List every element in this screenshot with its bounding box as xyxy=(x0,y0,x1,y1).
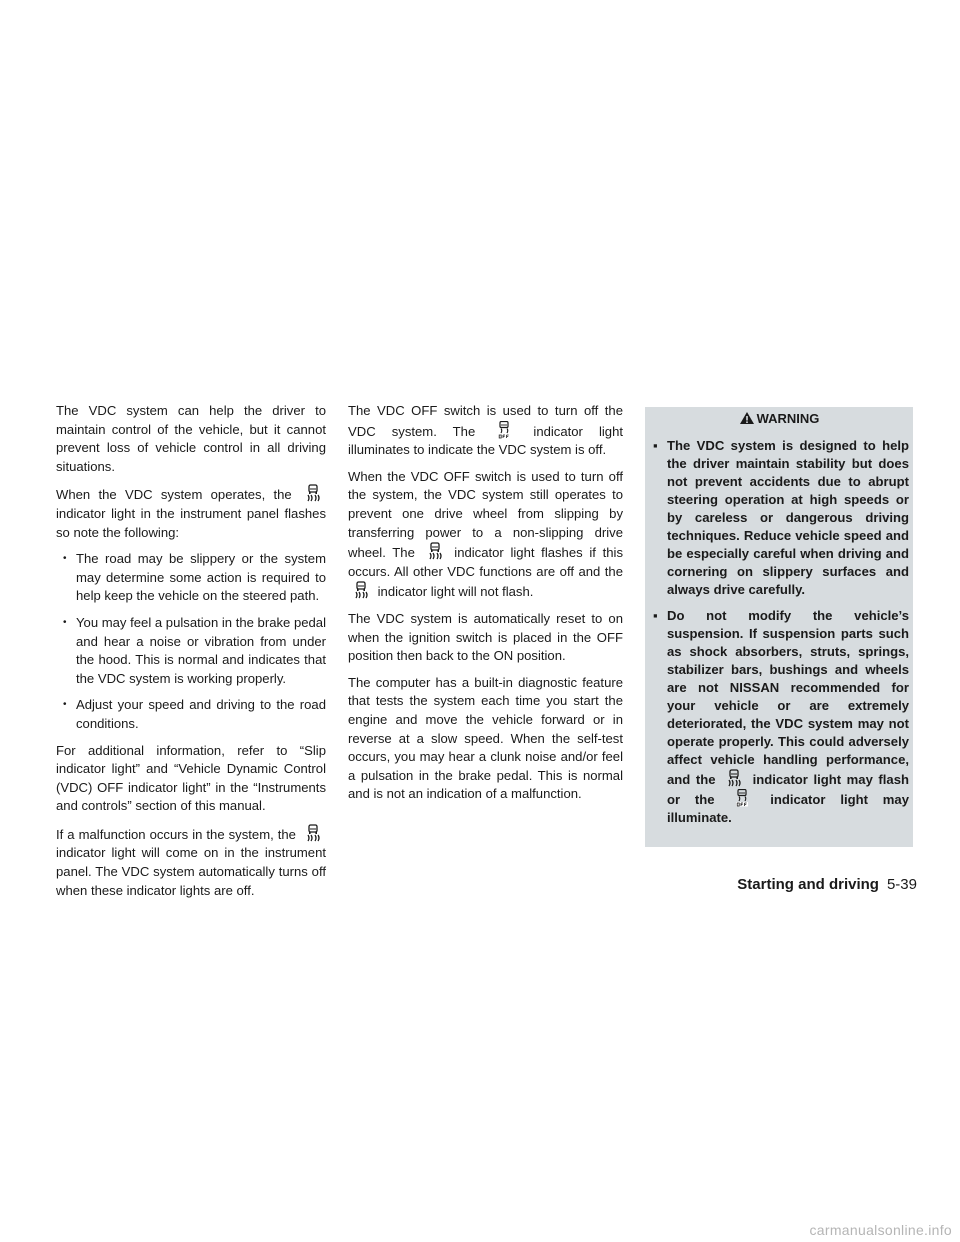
traction-text-b: indicator light flashes if this occurs. All other VDC functions are off and the xyxy=(348,545,623,579)
vdc-off-switch-paragraph xyxy=(348,402,623,460)
malfunction-text-b: indicator light will come on in the instrument panel. The VDC system automatically turns off when these indicator lights are off. xyxy=(56,845,326,898)
list-item: ▪ The VDC system is designed to help the driver maintain stability but does not prevent accidents due to abrupt steering operation at high speeds or by careless or dangerous driving techniques. Reduce vehicle speed and be especially careful when driving and cornering on slippery surfaces and always drive carefully. xyxy=(649,437,909,599)
list-item: • You may feel a pulsation in the brake pedal and hear a noise or vibration from under the hood. This is normal and indicates that the VDC system is working properly. xyxy=(56,614,326,688)
warning-column xyxy=(645,407,913,847)
slip-indicator-icon xyxy=(350,581,372,599)
warning-body xyxy=(649,433,909,827)
diagnostic-paragraph: The computer has a built-in diagnostic feature that tests the system each time you start the engine and move the vehicle forward or in reverse at a slow speed. When the self-test occurs, you may hear a clunk noise and/or feel a pulsation in the brake pedal. This is normal and is not an indication of a malfunction. xyxy=(348,674,623,802)
traction-text-a: When the VDC OFF switch is used to turn off the system, the VDC system still operates to prevent one drive wheel from slipping by transferring power to a non-slipping drive wheel. The xyxy=(348,468,623,561)
vdc-off-indicator-icon xyxy=(731,789,753,807)
section-title: Starting and driving xyxy=(737,876,879,893)
reference-paragraph: For additional information, refer to “Slip indicator light” and “Vehicle Dynamic Control (VDC) OFF indicator light” in the “Instruments and controls” section of this manual. xyxy=(56,742,326,814)
vdc-off-text-a: The VDC OFF switch is used to turn off the VDC system. The xyxy=(348,403,623,439)
middle-column xyxy=(348,402,623,812)
note-list xyxy=(56,550,326,733)
vdc-off-indicator-icon xyxy=(493,421,515,439)
warning-triangle-icon xyxy=(739,411,755,425)
slip-indicator-icon xyxy=(302,824,324,842)
watermark: carmanualsonline.info xyxy=(809,1222,952,1238)
traction-paragraph xyxy=(348,468,623,602)
left-column xyxy=(56,402,326,908)
warning-header xyxy=(649,407,909,433)
malfunction-text-a: If a malfunction occurs in the system, the xyxy=(56,826,296,842)
reset-paragraph: The VDC system is automatically reset to on when the ignition switch is placed in the OFF position then back to the ON position. xyxy=(348,610,623,664)
warning-list xyxy=(649,437,909,827)
list-item: • The road may be slippery or the system may determine some action is required to help keep the vehicle on the steered path. xyxy=(56,550,326,606)
warning-text-b: indicator light may flash or the xyxy=(667,771,909,807)
intro-paragraph: The VDC system can help the driver to maintain control of the vehicle, but it cannot prevent loss of vehicle control in all driving situations. xyxy=(56,403,326,474)
slip-indicator-icon xyxy=(302,484,324,502)
slip-indicator-icon xyxy=(723,769,745,787)
operation-text-b: indicator light in the instrument panel flashes so note the following: xyxy=(56,505,326,540)
warning-text-a: Do not modify the vehicle’s suspension. If suspension parts such as shock absorbers, struts, springs, stabilizer bars, bushings and wheels are not NISSAN recommended for your vehicle or are extremely deteriorated, the VDC system may not operate properly. This could adversely affect vehicle handling performance, and the xyxy=(667,607,909,787)
warning-title: WARNING xyxy=(756,411,820,426)
list-item: • Adjust your speed and driving to the road conditions. xyxy=(56,696,326,733)
page-number: 5-39 xyxy=(886,876,917,893)
operation-text-a: When the VDC system operates, the xyxy=(56,487,292,503)
vdc-off-text-b: indicator light illuminates to indicate the VDC system is off. xyxy=(348,423,624,458)
list-item xyxy=(649,607,909,827)
slip-indicator-icon xyxy=(424,542,446,560)
operation-paragraph xyxy=(56,484,326,542)
warning-text-c: indicator light may illuminate. xyxy=(667,791,909,825)
warning-box xyxy=(645,407,913,847)
traction-text-c: indicator light will not flash. xyxy=(377,584,534,600)
page-footer xyxy=(0,876,917,893)
